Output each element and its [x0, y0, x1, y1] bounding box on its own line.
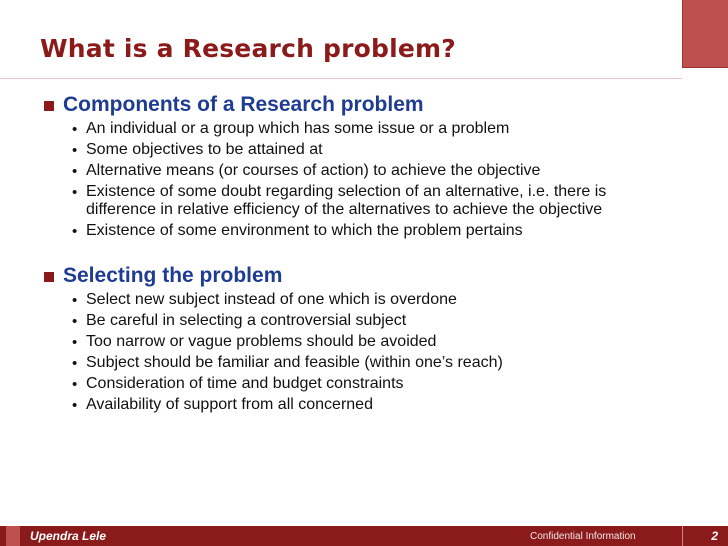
list-item: • Availability of support from all concerned: [72, 396, 373, 414]
page-number: 2: [711, 529, 718, 543]
footer-confidential-label: Confidential Information: [530, 531, 636, 542]
list-item: • An individual or a group which has some issue or a problem: [72, 120, 510, 138]
square-bullet-icon: [44, 272, 54, 282]
list-item-continuation: difference in relative efficiency of the alternatives to achieve the objective: [86, 201, 603, 218]
footer-accent-mark: [6, 526, 20, 546]
section-heading: [44, 263, 694, 289]
bullet-dot-icon: •: [72, 355, 78, 372]
section-components: [44, 92, 694, 243]
bullet-dot-icon: •: [72, 313, 78, 330]
bullet-dot-icon: •: [72, 184, 78, 201]
list-item: • Existence of some environment to which the problem pertains: [72, 222, 523, 240]
list-item: • Alternative means (or courses of action) to achieve the objective: [72, 162, 541, 180]
bullet-dot-icon: •: [72, 334, 78, 351]
bullet-list: [44, 291, 694, 414]
bullet-dot-icon: •: [72, 163, 78, 180]
list-item: • Consideration of time and budget constraints: [72, 375, 404, 393]
square-bullet-icon: [44, 101, 54, 111]
list-item: • Subject should be familiar and feasible (within one’s reach): [72, 354, 503, 372]
list-item: • Existence of some doubt regarding selection of an alternative, i.e. there is: [72, 183, 607, 201]
slide-title: What is a Research problem?: [40, 34, 456, 63]
bullet-dot-icon: •: [72, 376, 78, 393]
section-heading-label: Components of a Research problem: [63, 93, 424, 116]
section-heading: [44, 92, 694, 118]
section-heading-label: Selecting the problem: [63, 264, 283, 287]
bullet-dot-icon: •: [72, 397, 78, 414]
bullet-list: [44, 120, 694, 240]
slide-footer: [0, 526, 728, 546]
title-divider: [0, 78, 682, 79]
list-item: • Some objectives to be attained at: [72, 141, 323, 159]
list-item: • Too narrow or vague problems should be avoided: [72, 333, 437, 351]
bullet-dot-icon: •: [72, 223, 78, 240]
list-item: • Select new subject instead of one which is overdone: [72, 291, 457, 309]
footer-author: Upendra Lele: [30, 529, 107, 543]
list-item: • Be careful in selecting a controversial subject: [72, 312, 407, 330]
bullet-dot-icon: •: [72, 121, 78, 138]
footer-divider: [682, 526, 683, 546]
section-selecting: [44, 263, 694, 417]
bullet-dot-icon: •: [72, 142, 78, 159]
bullet-dot-icon: •: [72, 292, 78, 309]
corner-accent-box: [682, 0, 728, 68]
